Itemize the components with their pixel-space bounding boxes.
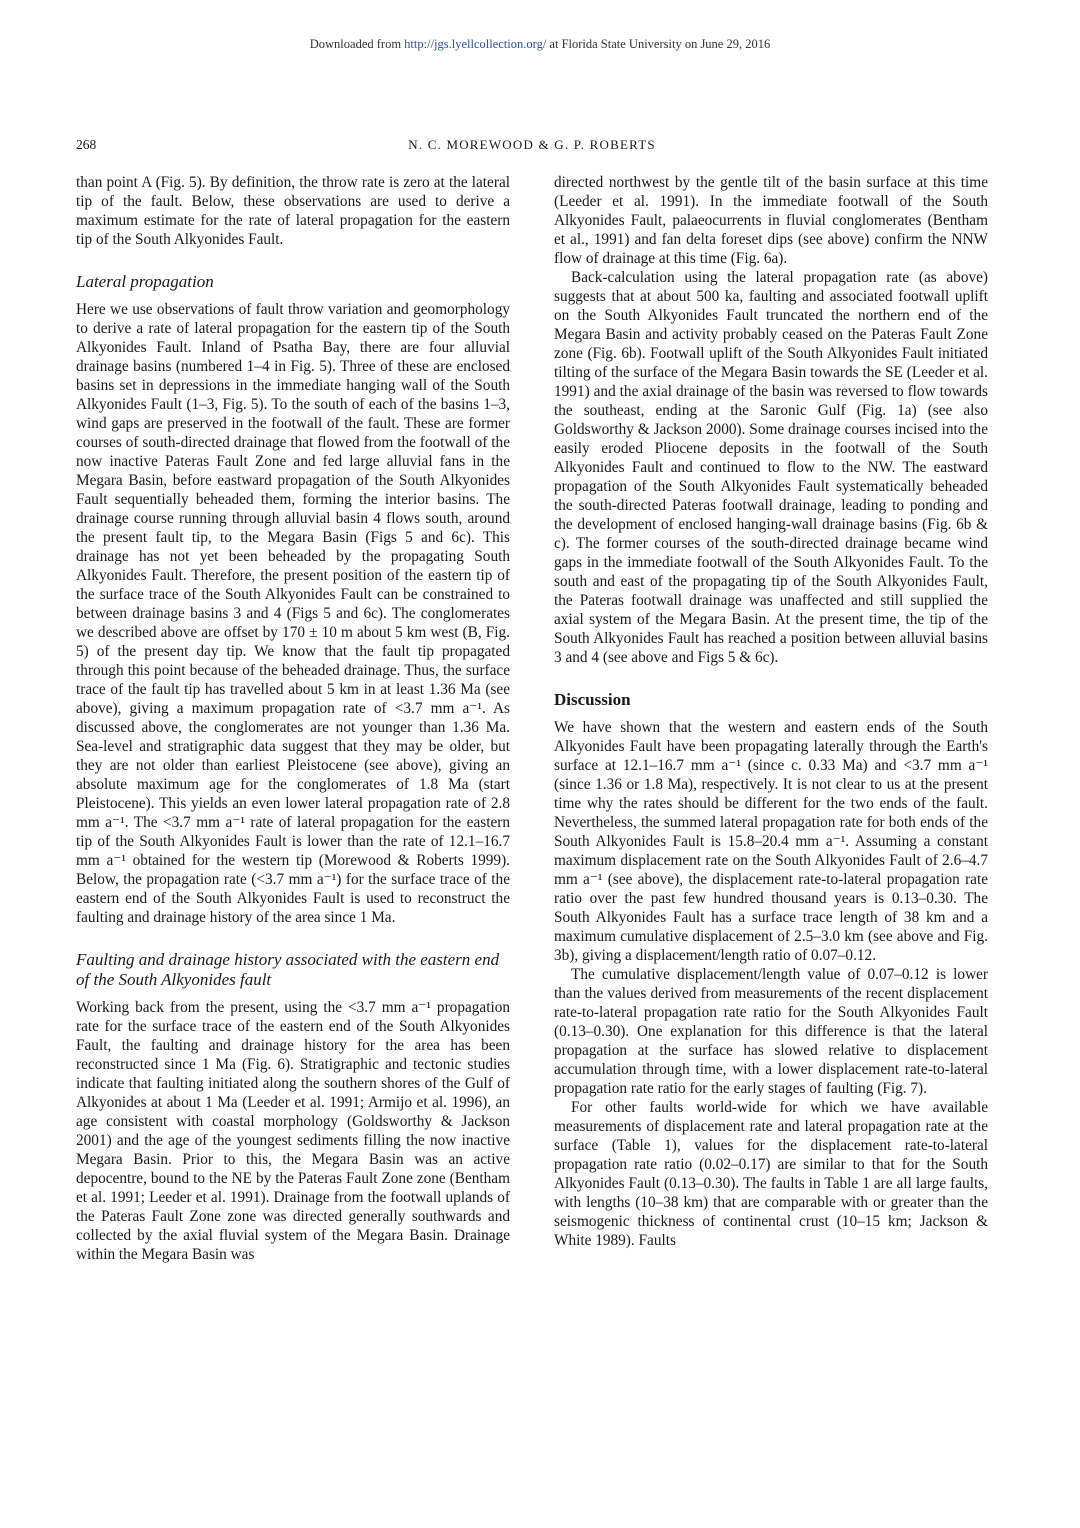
paragraph-discussion-rates: We have shown that the western and eastern ends of the South Alkyonides Fault have been propagating laterally through the Earth's surface at 12.1–16.7 mm a⁻¹ (since c. 0.33 Ma) and <3.7 mm a⁻¹ (since 1.36 or 1.8 Ma), respectively. It is not clear to us at the present time why the rates should be different for the two ends of the fault. Nevertheless, the summed lateral propagation rate for both ends of the South Alkyonides Fault is 15.8–20.4 mm a⁻¹. Assuming a constant maximum displacement rate on the South Alkyonides Fault of 2.6–4.7 mm a⁻¹ (see above), the displacement rate-to-lateral propagation rate ratio over the past few hundred thousand years is 0.13–0.30. The South Alkyonides Fault has a surface trace length of 38 km and a maximum cumulative displacement of 2.5–3.0 km (see above and Fig. 3b), giving a displacement/length ratio of 0.07–0.12. <box>554 719 988 964</box>
journal-url-link[interactable]: http://jgs.lyellcollection.org/ <box>404 37 547 51</box>
right-column <box>554 173 988 1250</box>
paragraph-drainage-direction: directed northwest by the gentle tilt of the basin surface at this time (Leeder et al. 1991). In the immediate footwall of the South Alkyonides Fault, palaeocurrents in fluvial conglomerates (Bentham et al., 1991) and fan delta foreset dips (see above) confirm the NNW flow of drainage at this time (Fig. 6a). <box>554 174 988 267</box>
left-column <box>76 173 510 1264</box>
paragraph-other-faults: For other faults world-wide for which we have available measurements of displacement rate and lateral propagation rate at the surface (Table 1), values for the displacement rate-to-lateral propagation rate ratio (0.02–0.17) are similar to that for the South Alkyonides Fault (0.13–0.30). The faults in Table 1 are all large faults, with lengths (10–38 km) that are comparable with or greater than the seismogenic thickness of continental crust (10–15 km; Jackson & White 1989). Faults <box>554 1099 988 1249</box>
running-head <box>76 137 988 155</box>
section-heading-discussion: Discussion <box>554 690 631 709</box>
download-banner <box>0 37 1080 52</box>
page-number: 268 <box>76 137 97 152</box>
paragraph-cumulative-ratio: The cumulative displacement/length value of 0.07–0.12 is lower than the values derived from measurements of the recent displacement rate-to-lateral propagation rate ratio for the South Alkyonides Fault (0.13–0.30). One explanation for this difference is that the lateral propagation at the surface has slowed relative to displacement accumulation through time, with a lower displacement rate-to-lateral propagation rate ratio for the early stages of faulting (Fig. 7). <box>554 966 988 1097</box>
paragraph-throw-rate: than point A (Fig. 5). By definition, the throw rate is zero at the lateral tip of the fault. Below, these observations are used to derive a maximum estimate for the rate of lateral propagation for the eastern tip of the South Alkyonides Fault. <box>76 174 510 248</box>
running-title-authors: N. C. MOREWOOD & G. P. ROBERTS <box>408 137 656 152</box>
paragraph-back-calculation: Back-calculation using the lateral propagation rate (as above) suggests that at about 500 ka, faulting and associated footwall uplift on the South Alkyonides Fault truncated the northern end of the Megara Basin and activity probably ceased on the Pateras Fault Zone zone (Fig. 6b). Footwall uplift of the South Alkyonides Fault initiated tilting of the surface of the Megara Basin towards the SE (Leeder et al. 1991) and the axial drainage of the basin was reversed to flow towards the southeast, ending at the Saronic Gulf (Fig. 1a) (see also Goldsworthy & Jackson 2000). Some drainage courses incised into the easily eroded Pliocene deposits in the footwall of the South Alkyonides Fault and continued to flow to the NW. The eastward propagation of the South Alkyonides Fault systematically beheaded the south-directed Pateras footwall drainage, leading to ponding and the development of enclosed hanging-wall drainage basins (Fig. 6b & c). The former courses of the south-directed drainage became wind gaps in the immediate footwall of the South Alkyonides Fault. To the south and east of the propagating tip of the South Alkyonides Fault, the Pateras footwall drainage was unaffected and still supplied the axial system of the Megara Basin. At the present time, the tip of the South Alkyonides Fault has reached a position between alluvial basins 3 and 4 (see above and Figs 5 & 6c). <box>554 269 988 666</box>
section-heading-lateral-propagation: Lateral propagation <box>76 272 214 291</box>
banner-prefix: Downloaded from <box>309 37 405 51</box>
banner-suffix: at Florida State University on June 29, 2016 <box>546 37 771 51</box>
section-heading-faulting-drainage-history: Faulting and drainage history associated with the eastern end of the South Alkyonides fault <box>76 950 500 989</box>
paragraph-working-back: Working back from the present, using the <3.7 mm a⁻¹ propagation rate for the surface trace of the eastern end of the South Alkyonides Fault, the faulting and drainage history for the area has been reconstructed since 1 Ma (Fig. 6). Stratigraphic and tectonic studies indicate that faulting initiated along the southern shores of the Gulf of Alkyonides at about 1 Ma (Leeder et al. 1991; Armijo et al. 1996), an age consistent with coastal morphology (Goldsworthy & Jackson 2001) and the age of the youngest sediments filling the now inactive Megara Basin. Prior to this, the Megara Basin was an active depocentre, bound to the NE by the Pateras Fault Zone zone (Bentham et al. 1991; Leeder et al. 1991). Drainage from the footwall uplands of the Pateras Fault Zone zone was directed generally southwards and collected by the axial fluvial system of the Megara Basin. Drainage within the Megara Basin was <box>76 999 510 1263</box>
paragraph-lateral-propagation: Here we use observations of fault throw variation and geomorphology to derive a rate of lateral propagation for the eastern tip of the South Alkyonides Fault. Inland of Psatha Bay, there are four alluvial drainage basins (numbered 1–4 in Fig. 5). Three of these are enclosed basins set in depressions in the immediate hanging wall of the South Alkyonides Fault (1–3, Fig. 5). To the south of each of the basins 1–3, wind gaps are preserved in the footwall of the fault. These are former courses of south-directed drainage that flowed from the footwall of the now inactive Pateras Fault Zone and fed large alluvial fans in the Megara Basin, before eastward propagation of the South Alkyonides Fault sequentially beheaded them, forming the interior basins. The drainage course running through alluvial basin 4 flows south, around the present fault tip, to the Megara Basin (Figs 5 and 6c). This drainage has not yet been beheaded by the propagating South Alkyonides Fault. Therefore, the present position of the eastern tip of the surface trace of the South Alkyonides Fault can be constrained to between drainage basins 3 and 4 (Figs 5 and 6c). The conglomerates we described above are offset by 170 ± 10 m about 5 km west (B, Fig. 5) of the present day tip. We know that the fault tip propagated through this point because of the beheaded drainage. Thus, the surface trace of the fault tip has travelled about 5 km in at least 1.36 Ma (see above), giving a maximum propagation rate of <3.7 mm a⁻¹. As discussed above, the conglomerates are not younger than 1.36 Ma. Sea-level and stratigraphic data suggest that they may be older, but they are not older than earliest Pleistocene (see above), giving an absolute maximum age for the conglomerates of 1.8 Ma (start Pleistocene). This yields an even lower lateral propagation rate of 2.8 mm a⁻¹. The <3.7 mm a⁻¹ rate of lateral propagation for the eastern tip of the South Alkyonides Fault is lower than the rate of 12.1–16.7 mm a⁻¹ obtained for the western tip (Morewood & Roberts 1999). Below, the propagation rate (<3.7 mm a⁻¹) for the surface trace of the eastern end of the South Alkyonides Fault is used to reconstruct the faulting and drainage history of the area since 1 Ma. <box>76 301 510 926</box>
